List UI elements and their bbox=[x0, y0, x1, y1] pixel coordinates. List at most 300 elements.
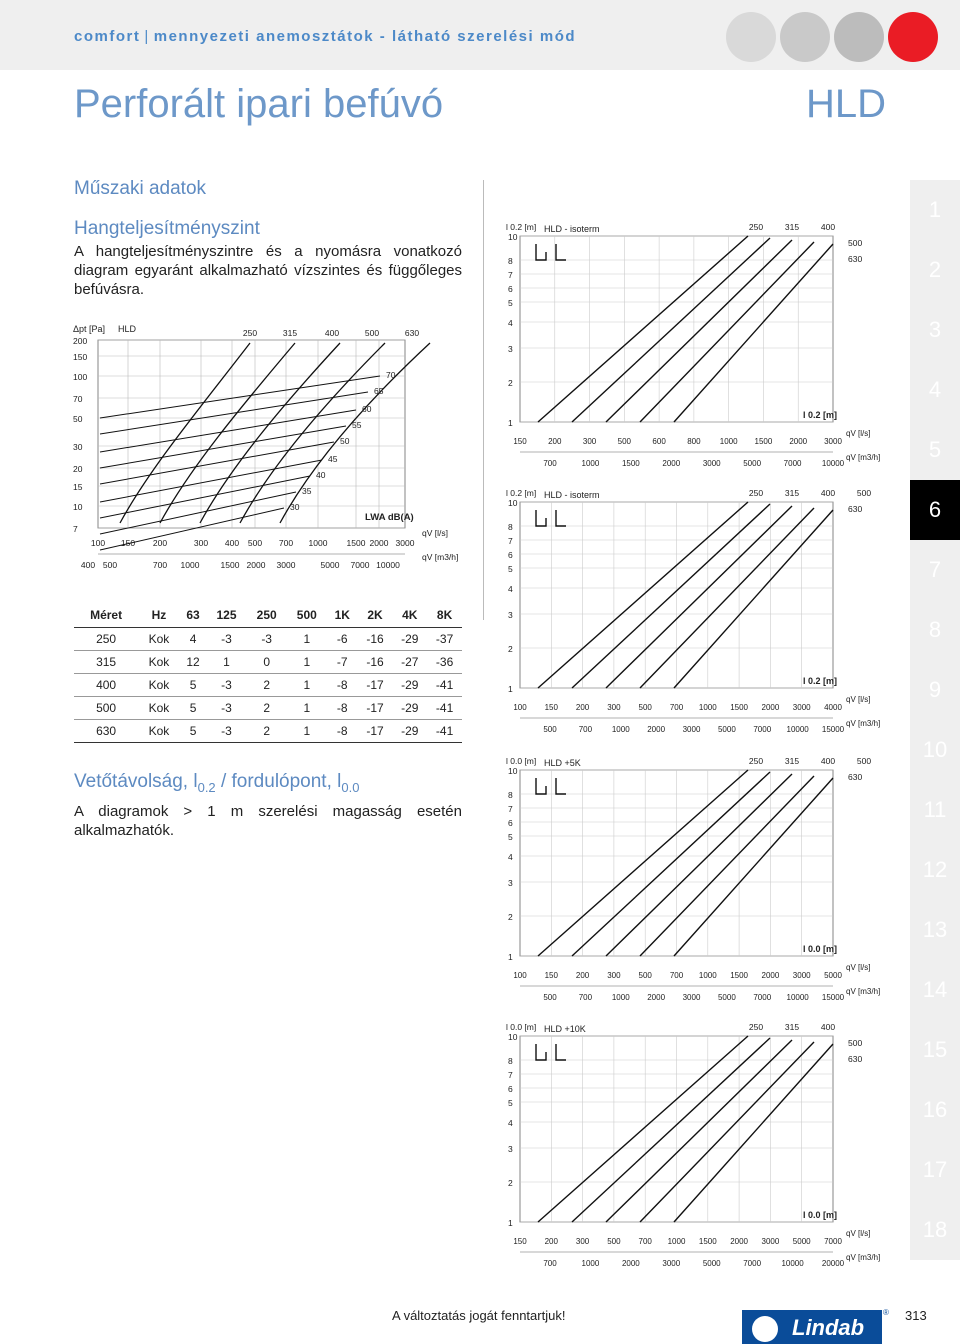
lwa-label: 65 bbox=[374, 386, 384, 396]
x-tick-label: 2000 bbox=[761, 703, 780, 712]
table-cell: -3 bbox=[206, 697, 246, 720]
chapter-tab-5[interactable]: 5 bbox=[910, 420, 960, 480]
chapter-tab-9[interactable]: 9 bbox=[910, 660, 960, 720]
size-line bbox=[640, 1042, 814, 1222]
x2-tick-label: 700 bbox=[578, 725, 593, 734]
qv-m3h-label: qV [m3/h] bbox=[846, 987, 881, 996]
table-cell: -16 bbox=[366, 632, 384, 646]
x-tick-label: 150 bbox=[544, 971, 558, 980]
size-label: 500 bbox=[856, 488, 872, 498]
chart-title: HLD +5K bbox=[544, 758, 581, 768]
throw-heading bbox=[74, 771, 359, 795]
x-tick-label: 200 bbox=[575, 971, 590, 980]
x2-tick-label: 1000 bbox=[581, 459, 600, 468]
table-cell: -16 bbox=[358, 651, 393, 674]
lwa-axis-label: LWA dB(A) bbox=[365, 512, 414, 523]
y-tick-label: 10 bbox=[508, 1032, 518, 1042]
x-tick-label: 300 bbox=[193, 538, 209, 548]
table-cell: Kok bbox=[138, 697, 179, 720]
throw-chart-isoterm-1 bbox=[498, 222, 890, 472]
qv-m3h-label: qV [m3/h] bbox=[422, 552, 459, 562]
size-label: 250 bbox=[748, 1022, 764, 1032]
chart-title: HLD +10K bbox=[544, 1024, 586, 1034]
table-cell: Kok bbox=[138, 720, 179, 743]
table-header-cell: 2K bbox=[358, 603, 393, 628]
table-cell: 250 bbox=[96, 632, 117, 646]
x2-tick-label: 3000 bbox=[662, 1259, 681, 1268]
lwa-label: 70 bbox=[386, 370, 396, 380]
x2-tick-label: 2000 bbox=[647, 725, 666, 734]
table-row bbox=[74, 720, 462, 743]
y-tick-label: 3 bbox=[508, 344, 513, 354]
x-tick-label: 150 bbox=[513, 1237, 527, 1246]
chapter-tab-18[interactable]: 18 bbox=[910, 1200, 960, 1260]
decor-circle bbox=[780, 12, 830, 62]
table-cell: -6 bbox=[336, 632, 348, 646]
table-cell: -29 bbox=[392, 697, 427, 720]
x2-tick-label: 3000 bbox=[276, 560, 296, 570]
table-cell: -41 bbox=[427, 697, 462, 720]
y-tick-label: 8 bbox=[508, 256, 513, 266]
table-cell: 1 bbox=[287, 697, 327, 720]
x-tick-label: 700 bbox=[669, 703, 684, 712]
logo-text: Lindab bbox=[792, 1315, 865, 1340]
chapter-tab-2[interactable]: 2 bbox=[910, 240, 960, 300]
chart-title: HLD - isoterm bbox=[544, 490, 600, 500]
size-label: 630 bbox=[848, 772, 863, 782]
intro-paragraph: A hangteljesítményszintre és a nyomásra vonatkozó diagram egyaránt alkalmazható vízszintes és függőleges befúvásra. bbox=[74, 243, 462, 298]
y-tick-label: 4 bbox=[508, 584, 513, 594]
table-cell: -29 bbox=[392, 720, 427, 743]
x2-tick-label: 500 bbox=[543, 993, 557, 1002]
x2-tick-label: 15000 bbox=[821, 725, 845, 734]
size-curve bbox=[120, 343, 250, 523]
table-cell: 2 bbox=[247, 697, 287, 720]
table-header-cell: 1K bbox=[327, 603, 358, 628]
x-tick-label: 100 bbox=[513, 703, 527, 712]
y-tick-label: 100 bbox=[73, 372, 88, 382]
table-cell: Kok bbox=[138, 651, 179, 674]
y-tick-label: 7 bbox=[508, 270, 513, 280]
size-label: 400 bbox=[820, 1022, 836, 1032]
table-cell: 1 bbox=[303, 632, 311, 646]
size-label: 250 bbox=[242, 328, 258, 338]
lindab-logo bbox=[742, 1310, 882, 1344]
x-tick-label: 3000 bbox=[395, 538, 415, 548]
x-tick-label: 500 bbox=[247, 538, 263, 548]
size-line bbox=[572, 1038, 770, 1222]
table-header-cell: 8K bbox=[427, 603, 462, 628]
subsection-heading: Hangteljesítményszint bbox=[74, 218, 260, 239]
x-axis-label: l 0.2 [m] bbox=[803, 410, 838, 420]
table-cell: -41 bbox=[427, 720, 462, 743]
y-tick-label: 2 bbox=[508, 644, 513, 654]
y-tick-label: 30 bbox=[73, 442, 83, 452]
x2-tick-label: 700 bbox=[578, 993, 593, 1002]
x2-tick-label: 2000 bbox=[662, 459, 681, 468]
table-header-cell: Hz bbox=[138, 603, 179, 628]
x2-tick-label: 10000 bbox=[781, 1259, 804, 1268]
chapter-tab-17[interactable]: 17 bbox=[910, 1140, 960, 1200]
qv-m3h-label: qV [m3/h] bbox=[846, 719, 881, 728]
x2-tick-label: 10000 bbox=[376, 560, 400, 570]
x2-tick-label: 1000 bbox=[611, 725, 630, 734]
size-label: 250 bbox=[748, 756, 764, 766]
table-cell: 500 bbox=[74, 697, 138, 720]
x2-tick-label: 400 bbox=[80, 560, 96, 570]
size-label: 400 bbox=[820, 756, 836, 766]
x-tick-label: 3000 bbox=[824, 437, 842, 446]
table-cell: -3 bbox=[221, 632, 232, 646]
size-label: 315 bbox=[282, 328, 298, 338]
x-axis-label: l 0.0 [m] bbox=[803, 1210, 838, 1220]
x-axis-label: l 0.2 [m] bbox=[803, 676, 838, 686]
x-tick-label: 3000 bbox=[792, 971, 811, 980]
size-line bbox=[538, 1036, 748, 1222]
size-label: 630 bbox=[848, 504, 863, 514]
x2-tick-label: 5000 bbox=[702, 1259, 721, 1268]
x-tick-label: 500 bbox=[638, 703, 652, 712]
x-tick-label: 4000 bbox=[824, 703, 842, 712]
lwa-label: 45 bbox=[328, 454, 338, 464]
size-line bbox=[572, 504, 770, 688]
divider bbox=[483, 180, 484, 620]
x2-tick-label: 3000 bbox=[702, 459, 721, 468]
table-cell: -36 bbox=[427, 651, 462, 674]
y-tick-label: 3 bbox=[508, 610, 513, 620]
table-cell: Kok bbox=[138, 674, 179, 697]
x2-tick-label: 7000 bbox=[753, 725, 772, 734]
size-line bbox=[538, 770, 748, 956]
size-label: 315 bbox=[784, 1022, 800, 1032]
table-header-cell: 4K bbox=[392, 603, 427, 628]
x-tick-label: 300 bbox=[575, 1237, 590, 1246]
table-cell: 12 bbox=[180, 651, 207, 674]
x-tick-label: 150 bbox=[513, 437, 527, 446]
x-tick-label: 600 bbox=[652, 437, 666, 446]
chapter-tab-8[interactable]: 8 bbox=[910, 600, 960, 660]
y-tick-label: 4 bbox=[508, 1118, 513, 1128]
table-cell: -8 bbox=[327, 697, 358, 720]
throw-paragraph: A diagramok > 1 m szerelési magasság esetén alkalmazhatók. bbox=[74, 803, 462, 839]
x-tick-label: 200 bbox=[544, 1237, 558, 1246]
throw-sub: 0.2 bbox=[197, 779, 216, 795]
section-heading: Műszaki adatok bbox=[74, 178, 207, 199]
x2-tick-label: 5000 bbox=[320, 560, 340, 570]
size-line bbox=[572, 772, 770, 956]
y-tick-label: 5 bbox=[508, 832, 513, 842]
header-subtitle: mennyezeti anemosztátok - látható szerelési mód bbox=[153, 28, 577, 45]
chapter-tabs bbox=[910, 180, 960, 1260]
chapter-tab-14[interactable]: 14 bbox=[910, 960, 960, 1020]
y-tick-label: 3 bbox=[508, 878, 513, 888]
y-tick-label: 10 bbox=[73, 502, 83, 512]
table-row bbox=[74, 628, 462, 651]
x-tick-label: 2000 bbox=[369, 538, 389, 548]
x-tick-label: 100 bbox=[90, 538, 106, 548]
header-separator: | bbox=[144, 28, 150, 45]
chapter-tab-13[interactable]: 13 bbox=[910, 900, 960, 960]
nozzle-icon bbox=[536, 244, 566, 260]
table-cell: -37 bbox=[435, 632, 454, 646]
chapter-tab-7[interactable]: 7 bbox=[910, 540, 960, 600]
y-tick-label: 6 bbox=[508, 1084, 513, 1094]
chapter-tab-11[interactable]: 11 bbox=[910, 780, 960, 840]
brand-name: comfort bbox=[74, 28, 141, 45]
table-cell: 2 bbox=[247, 720, 287, 743]
x2-tick-label: 1500 bbox=[220, 560, 240, 570]
y-axis-label: l 0.2 [m] bbox=[506, 488, 537, 498]
table-cell: -29 bbox=[401, 632, 419, 646]
table-cell: 400 bbox=[74, 674, 138, 697]
throw-heading-text2: / fordulópont, l bbox=[215, 771, 342, 792]
size-line bbox=[572, 238, 770, 422]
y-tick-label: 6 bbox=[508, 284, 513, 294]
throw-sub2: 0.0 bbox=[341, 779, 360, 795]
y-tick-label: 3 bbox=[508, 1144, 513, 1154]
x-tick-label: 2000 bbox=[761, 971, 780, 980]
x2-tick-label: 5000 bbox=[743, 459, 762, 468]
x2-tick-label: 1000 bbox=[180, 560, 200, 570]
size-label: 500 bbox=[856, 756, 872, 766]
x2-tick-label: 7000 bbox=[783, 459, 802, 468]
table-cell: 5 bbox=[180, 720, 207, 743]
chart-title: HLD - isoterm bbox=[544, 224, 600, 234]
chapter-tab-15[interactable]: 15 bbox=[910, 1020, 960, 1080]
x2-tick-label: 3000 bbox=[682, 725, 701, 734]
y-tick-label: 2 bbox=[508, 912, 513, 922]
size-label: 250 bbox=[748, 488, 764, 498]
qv-ls-label: qV [l/s] bbox=[422, 528, 448, 538]
k-correction-table bbox=[74, 603, 462, 743]
size-label: 630 bbox=[848, 254, 863, 264]
header-bar bbox=[0, 0, 960, 70]
x-tick-label: 150 bbox=[120, 538, 136, 548]
y-tick-label: 150 bbox=[73, 352, 88, 362]
y-tick-label: 1 bbox=[508, 952, 513, 962]
x-tick-label: 700 bbox=[638, 1237, 652, 1246]
table-cell: 0 bbox=[247, 651, 287, 674]
table-cell: 1 bbox=[287, 720, 327, 743]
table-cell: 4 bbox=[189, 632, 197, 646]
x-tick-label: 1500 bbox=[730, 971, 748, 980]
table-cell: Kok bbox=[148, 632, 170, 646]
size-label: 500 bbox=[364, 328, 380, 338]
x2-tick-label: 7000 bbox=[753, 993, 772, 1002]
table-cell: 1 bbox=[206, 651, 246, 674]
pressure-sound-chart bbox=[70, 318, 470, 580]
x-tick-label: 300 bbox=[607, 703, 621, 712]
y-tick-label: 15 bbox=[73, 482, 83, 492]
chapter-tab-12[interactable]: 12 bbox=[910, 840, 960, 900]
x-tick-label: 5000 bbox=[824, 971, 842, 980]
table-header-cell: Méret bbox=[74, 603, 138, 628]
table-cell: -7 bbox=[327, 651, 358, 674]
x-tick-label: 1500 bbox=[754, 437, 773, 446]
size-label: 400 bbox=[324, 328, 340, 338]
x-tick-label: 400 bbox=[224, 538, 240, 548]
throw-chart-plus10k bbox=[498, 1022, 890, 1272]
size-line bbox=[538, 236, 748, 422]
qv-m3h-label: qV [m3/h] bbox=[846, 453, 881, 462]
size-label: 500 bbox=[848, 238, 863, 248]
x-tick-label: 3000 bbox=[792, 703, 811, 712]
qv-m3h-label: qV [m3/h] bbox=[846, 1253, 881, 1262]
x-tick-label: 1000 bbox=[698, 703, 717, 712]
footer-note: A változtatás jogát fenntartjuk! bbox=[392, 1308, 566, 1323]
x-tick-label: 200 bbox=[548, 437, 562, 446]
throw-heading-text: Vetőtávolság, l bbox=[74, 771, 198, 792]
x-tick-label: 5000 bbox=[792, 1237, 811, 1246]
y-tick-label: 50 bbox=[73, 414, 83, 424]
y-axis-label: Δpt [Pa] bbox=[73, 324, 106, 334]
table-cell: -29 bbox=[392, 674, 427, 697]
table-row bbox=[74, 674, 462, 697]
y-tick-label: 7 bbox=[508, 804, 513, 814]
y-tick-label: 6 bbox=[508, 818, 513, 828]
lindab-mark-icon bbox=[752, 1316, 778, 1342]
size-label: 315 bbox=[784, 488, 800, 498]
y-tick-label: 2 bbox=[508, 378, 513, 388]
size-label: 400 bbox=[820, 488, 836, 498]
table-cell: -8 bbox=[327, 720, 358, 743]
y-tick-label: 5 bbox=[508, 1098, 513, 1108]
x-tick-label: 3000 bbox=[761, 1237, 780, 1246]
size-label: 315 bbox=[784, 222, 800, 232]
header-text bbox=[74, 28, 576, 45]
x2-tick-label: 2000 bbox=[246, 560, 266, 570]
x2-tick-label: 7000 bbox=[350, 560, 370, 570]
lwa-label: 30 bbox=[290, 502, 300, 512]
x2-tick-label: 10000 bbox=[786, 725, 809, 734]
chapter-tab-10[interactable]: 10 bbox=[910, 720, 960, 780]
x2-tick-label: 10000 bbox=[821, 459, 845, 468]
size-line bbox=[640, 508, 814, 688]
chapter-tab-4[interactable]: 4 bbox=[910, 360, 960, 420]
x2-tick-label: 15000 bbox=[821, 993, 845, 1002]
table-header-cell: 63 bbox=[180, 603, 207, 628]
x2-tick-label: 1000 bbox=[611, 993, 630, 1002]
lwa-label: 55 bbox=[352, 420, 362, 430]
y-tick-label: 1 bbox=[508, 418, 513, 428]
y-tick-label: 7 bbox=[508, 1070, 513, 1080]
lwa-label: 35 bbox=[302, 486, 312, 496]
y-axis-label: l 0.2 [m] bbox=[506, 222, 537, 232]
x-tick-label: 1000 bbox=[719, 437, 738, 446]
size-label: 315 bbox=[784, 756, 800, 766]
y-tick-label: 5 bbox=[508, 298, 513, 308]
table-cell: -3 bbox=[206, 674, 246, 697]
chapter-tab-6[interactable]: 6 bbox=[910, 480, 960, 540]
y-tick-label: 7 bbox=[508, 536, 513, 546]
table-header-cell: 125 bbox=[206, 603, 246, 628]
x-tick-label: 150 bbox=[544, 703, 558, 712]
table-cell: 315 bbox=[74, 651, 138, 674]
x-tick-label: 1000 bbox=[667, 1237, 686, 1246]
y-axis-label: l 0.0 [m] bbox=[506, 756, 537, 766]
table-cell: -17 bbox=[358, 697, 393, 720]
x2-tick-label: 5000 bbox=[717, 993, 736, 1002]
x-tick-label: 1500 bbox=[698, 1237, 717, 1246]
table-cell: -41 bbox=[427, 674, 462, 697]
x-tick-label: 200 bbox=[152, 538, 168, 548]
y-tick-label: 6 bbox=[508, 550, 513, 560]
x-tick-label: 700 bbox=[669, 971, 684, 980]
decor-circle bbox=[834, 12, 884, 62]
chapter-tab-16[interactable]: 16 bbox=[910, 1080, 960, 1140]
x-tick-label: 800 bbox=[687, 437, 701, 446]
x-tick-label: 100 bbox=[513, 971, 527, 980]
table-cell: -17 bbox=[358, 674, 393, 697]
registered-icon: ® bbox=[883, 1308, 889, 1317]
y-tick-label: 5 bbox=[508, 564, 513, 574]
x-tick-label: 500 bbox=[638, 971, 652, 980]
throw-chart-plus5k bbox=[498, 756, 890, 1006]
table-header-cell: 250 bbox=[247, 603, 287, 628]
y-tick-label: 200 bbox=[73, 336, 88, 346]
chapter-tab-1[interactable]: 1 bbox=[910, 180, 960, 240]
page-number: 313 bbox=[905, 1308, 927, 1323]
throw-chart-isoterm-2 bbox=[498, 488, 890, 738]
y-tick-label: 70 bbox=[73, 394, 83, 404]
x-tick-label: 1000 bbox=[308, 538, 328, 548]
x-tick-label: 7000 bbox=[824, 1237, 842, 1246]
size-label: 630 bbox=[404, 328, 420, 338]
product-code: HLD bbox=[805, 82, 886, 126]
qv-ls-label: qV [l/s] bbox=[846, 429, 871, 438]
size-label: 400 bbox=[820, 222, 836, 232]
x-tick-label: 500 bbox=[617, 437, 632, 446]
x2-tick-label: 700 bbox=[543, 1259, 557, 1268]
y-tick-label: 8 bbox=[508, 522, 513, 532]
x2-tick-label: 2000 bbox=[621, 1259, 640, 1268]
table-cell: 2 bbox=[247, 674, 287, 697]
decor-circle-red bbox=[888, 12, 938, 62]
qv-ls-label: qV [l/s] bbox=[846, 963, 871, 972]
x2-tick-label: 1500 bbox=[621, 459, 640, 468]
x-tick-label: 1000 bbox=[698, 971, 717, 980]
y-tick-label: 8 bbox=[508, 1056, 513, 1066]
x2-tick-label: 5000 bbox=[717, 725, 736, 734]
y-axis-label: l 0.0 [m] bbox=[506, 1022, 537, 1032]
table-cell: 5 bbox=[180, 674, 207, 697]
x2-tick-label: 700 bbox=[543, 459, 557, 468]
x2-tick-label: 1000 bbox=[581, 1259, 600, 1268]
x2-tick-label: 2000 bbox=[647, 993, 666, 1002]
table-cell: 1 bbox=[287, 651, 327, 674]
x2-tick-label: 10000 bbox=[786, 993, 809, 1002]
x2-tick-label: 500 bbox=[543, 725, 557, 734]
table-cell: -8 bbox=[327, 674, 358, 697]
chapter-tab-3[interactable]: 3 bbox=[910, 300, 960, 360]
x2-tick-label: 20000 bbox=[821, 1259, 845, 1268]
x-tick-label: 2000 bbox=[789, 437, 808, 446]
lwa-label: 50 bbox=[340, 436, 350, 446]
y-tick-label: 4 bbox=[508, 852, 513, 862]
table-cell: 5 bbox=[180, 697, 207, 720]
x-tick-label: 2000 bbox=[730, 1237, 748, 1246]
table-cell: -27 bbox=[392, 651, 427, 674]
page-title: Perforált ipari befúvó bbox=[74, 82, 444, 126]
x-tick-label: 500 bbox=[607, 1237, 621, 1246]
table-row bbox=[74, 651, 462, 674]
size-line bbox=[538, 502, 748, 688]
chart-name: HLD bbox=[118, 324, 137, 334]
y-tick-label: 2 bbox=[508, 1178, 513, 1188]
plot-frame bbox=[520, 236, 833, 422]
x-tick-label: 300 bbox=[582, 437, 597, 446]
table-cell: 1 bbox=[287, 674, 327, 697]
